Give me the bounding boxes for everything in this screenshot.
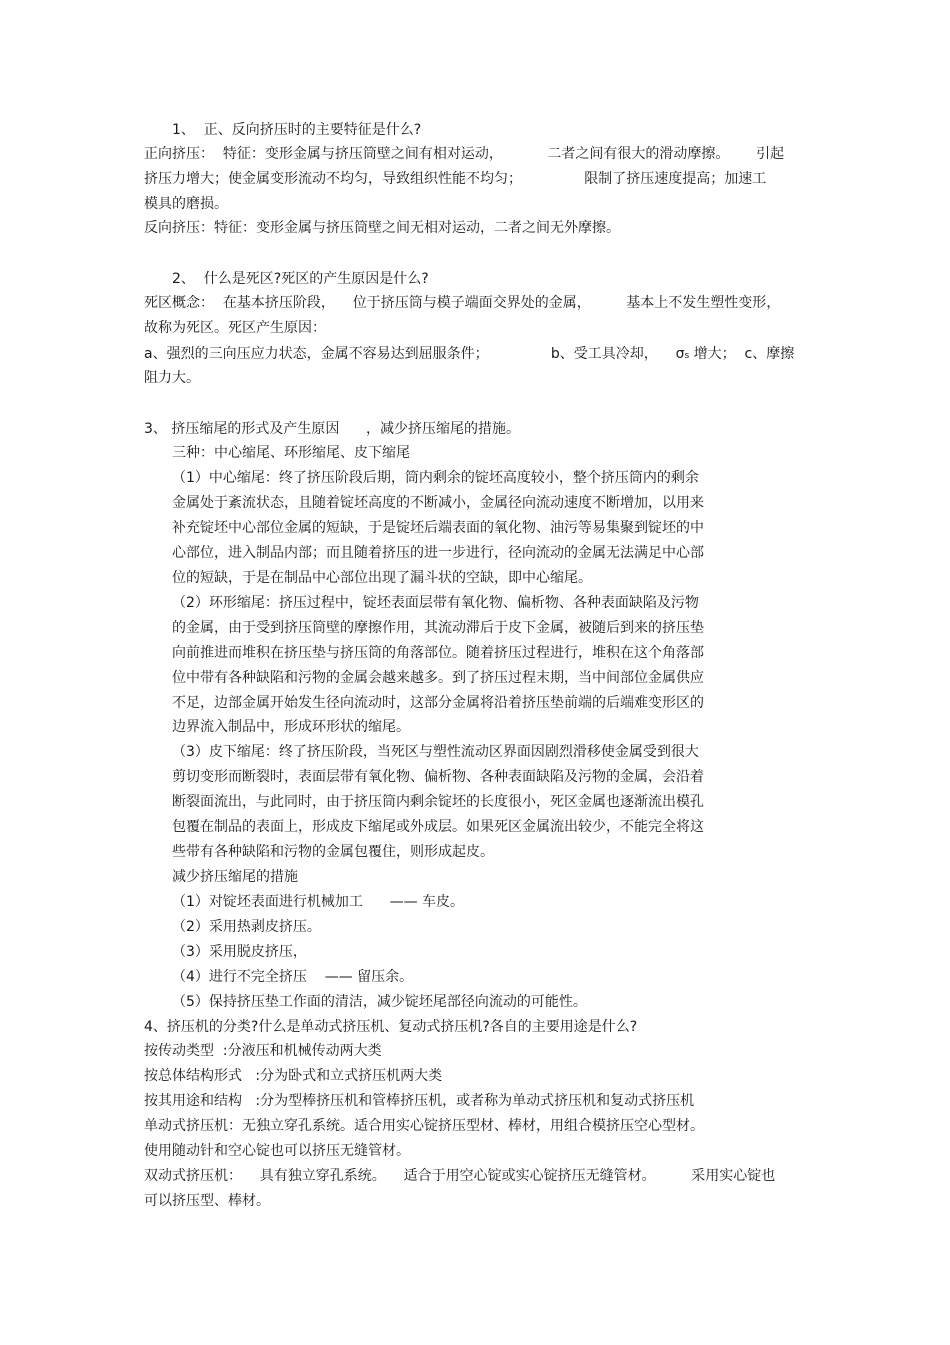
sigma-symbol: σ	[675, 346, 685, 362]
q4-line: 双动式挤压机： 具有独立穿孔系统。 适合于用空心锭或实心锭挤压无缝管材。 采用实心锭也	[144, 1168, 776, 1184]
q3-ring-line: 位中带有各种缺陷和污物的金属会越来越多。到了挤压过程末期，当中间部位金属供应	[172, 670, 704, 686]
q3-skin-line: 剪切变形而断裂时，表面层带有氧化物、偏析物、各种表面缺陷及污物的金属，会沿着	[172, 769, 704, 785]
sigma-subscript: s	[684, 351, 690, 361]
q3-measure-item: （4）进行不完全挤压 —— 留压余。	[172, 969, 414, 985]
q4-line: 按传动类型 :分液压和机械传动两大类	[144, 1043, 382, 1059]
q3-measure-item: （1）对锭坯表面进行机械加工 —— 车皮。	[172, 894, 465, 910]
q2-title: 2、 什么是死区?死区的产生原因是什么?	[172, 271, 429, 287]
q2-line: 阻力大。	[144, 370, 200, 386]
q2-line: 故称为死区。死区产生原因：	[144, 320, 326, 336]
q3-intro: 三种：中心缩尾、环形缩尾、皮下缩尾	[172, 445, 410, 461]
q1-line: 模具的磨损。	[144, 196, 228, 212]
q3-skin-line: 包覆在制品的表面上，形成皮下缩尾或外成层。如果死区金属流出较少，不能完全将这	[172, 819, 704, 835]
q3-measure-item: （5）保持挤压垫工作面的清洁，减少锭坯尾部径向流动的可能性。	[172, 994, 587, 1010]
q3-center-line: 金属处于紊流状态，且随着锭坯高度的不断减小，金属径向流动速度不断增加，以用来	[172, 495, 704, 511]
q3-measures-title: 减少挤压缩尾的措施	[172, 869, 298, 885]
q3-ring-line: （2）环形缩尾：挤压过程中，锭坯表面层带有氧化物、偏析物、各种表面缺陷及污物	[172, 595, 699, 611]
q3-center-line: （1）中心缩尾：终了挤压阶段后期，筒内剩余的锭坯高度较小，整个挤压筒内的剩余	[172, 470, 699, 486]
q3-title: 3、 挤压缩尾的形式及产生原因 ，减少挤压缩尾的措施。	[144, 421, 521, 437]
q3-center-line: 补充锭坯中心部位金属的短缺，于是锭坯后端表面的氧化物、油污等易集聚到锭坯的中	[172, 520, 704, 536]
q2-line-end: 增大； c、摩擦	[689, 346, 795, 362]
q4-title: 4、挤压机的分类?什么是单动式挤压机、复动式挤压机?各自的主要用途是什么?	[144, 1019, 638, 1035]
q4-line: 使用随动针和空心锭也可以挤压无缝管材。	[144, 1143, 410, 1159]
q3-center-line: 位的短缺，于是在制品中心部位出现了漏斗状的空缺，即中心缩尾。	[172, 570, 592, 586]
q1-line: 正向挤压： 特征：变形金属与挤压筒壁之间有相对运动， 二者之间有很大的滑动摩擦。 引起	[144, 146, 785, 162]
q1-title: 1、 正、反向挤压时的主要特征是什么?	[172, 122, 422, 138]
q1-line: 挤压力增大；使金属变形流动不均匀，导致组织性能不均匀； 限制了挤压速度提高；加速工	[144, 171, 767, 187]
q3-skin-line: 些带有各种缺陷和污物的金属包覆住，则形成起皮。	[172, 844, 494, 860]
q3-measure-item: （2）采用热剥皮挤压。	[172, 919, 321, 935]
q3-skin-line: 断裂面流出，与此同时，由于挤压筒内剩余锭坯的长度很小，死区金属也逐渐流出模孔	[172, 794, 704, 810]
q1-line: 反向挤压：特征：变形金属与挤压筒壁之间无相对运动，二者之间无外摩擦。	[144, 220, 620, 236]
q2-line-start: a、强烈的三向压应力状态，金属不容易达到屈服条件； b、受工具冷却，	[144, 346, 676, 362]
q3-ring-line: 向前推进而堆积在挤压垫与挤压筒的角落部位。随着挤压过程进行，堆积在这个角落部	[172, 645, 704, 661]
q4-line: 按总体结构形式 :分为卧式和立式挤压机两大类	[144, 1068, 443, 1084]
q2-line-sigma	[144, 345, 794, 365]
q3-ring-line: 不足，边部金属开始发生径向流动时，这部分金属将沿着挤压垫前端的后端难变形区的	[172, 695, 704, 711]
q4-line: 按其用途和结构 :分为型棒挤压机和管棒挤压机，或者称为单动式挤压机和复动式挤压机	[144, 1093, 695, 1109]
q2-line: 死区概念： 在基本挤压阶段， 位于挤压筒与模子端面交界处的金属， 基本上不发生塑性变形，	[144, 295, 781, 311]
q3-center-line: 心部位，进入制品内部；而且随着挤压的进一步进行，径向流动的金属无法满足中心部	[172, 545, 704, 561]
q3-measure-item: （3）采用脱皮挤压，	[172, 944, 307, 960]
q4-line: 可以挤压型、棒材。	[144, 1193, 270, 1209]
q3-ring-line: 的金属，由于受到挤压筒壁的摩擦作用，其流动滞后于皮下金属，被随后到来的挤压垫	[172, 620, 704, 636]
q3-ring-line: 边界流入制品中，形成环形状的缩尾。	[172, 719, 410, 735]
q4-line: 单动式挤压机：无独立穿孔系统。适合用实心锭挤压型材、棒材，用组合模挤压空心型材。	[144, 1118, 704, 1134]
q3-skin-line: （3）皮下缩尾：终了挤压阶段，当死区与塑性流动区界面因剧烈滑移使金属受到很大	[172, 744, 699, 760]
